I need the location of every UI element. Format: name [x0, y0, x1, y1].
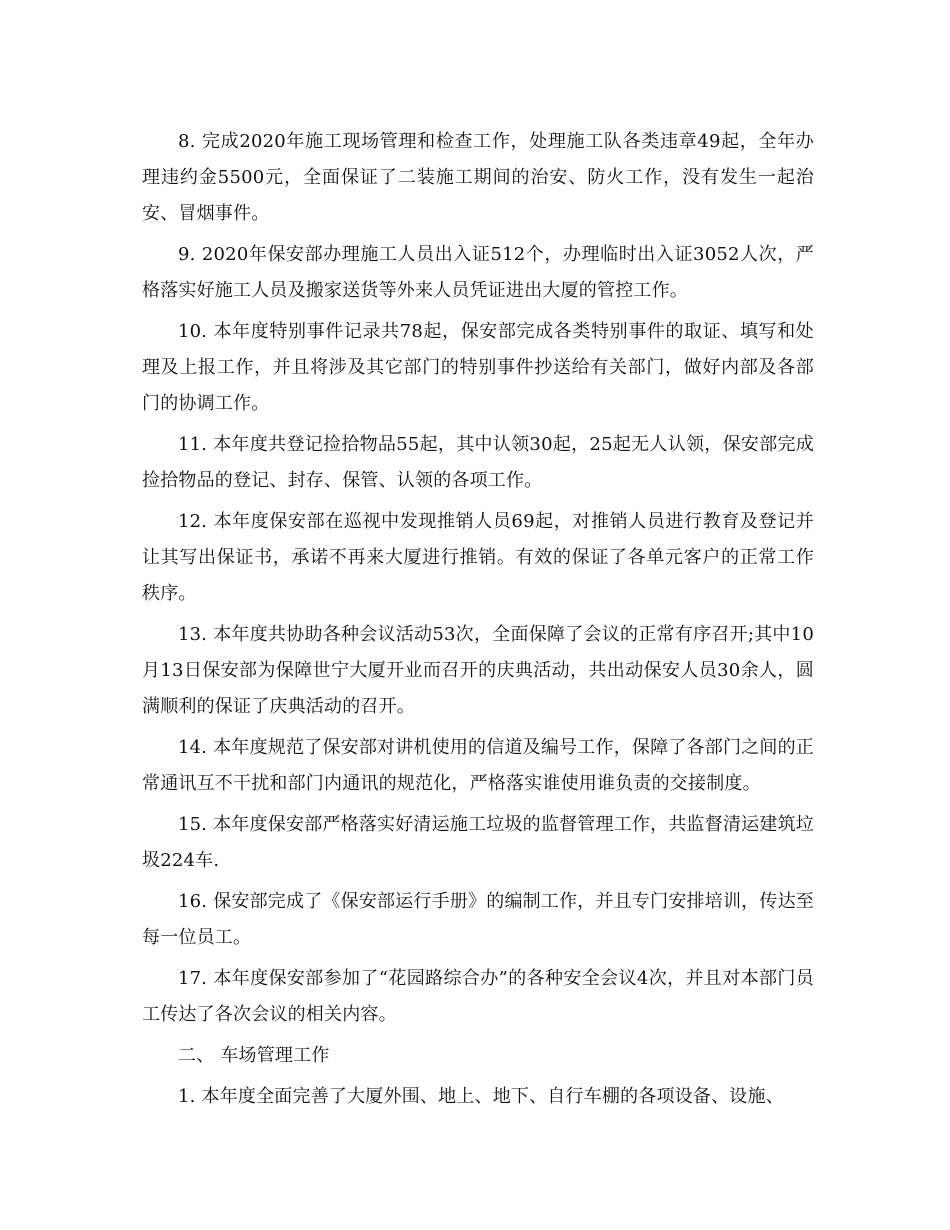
paragraph-item-9: 9. 2020年保安部办理施工人员出入证512个，办理临时出入证3052人次，严格落实好施工人员及搬家送货等外来人员凭证进出大厦的管控工作。: [142, 244, 814, 301]
paragraph-item-13: 13. 本年度共协助各种会议活动53次，全面保障了会议的正常有序召开;其中10月13日保安部为保障世宁大厦开业而召开的庆典活动，共出动保安人员30余人，圆满顺利的保证了庆典活动的召开。: [142, 624, 814, 717]
paragraph-item-17: 17. 本年度保安部参加了“花园路综合办”的各种安全会议4次，并且对本部门员工传达了各次会议的相关内容。: [142, 968, 814, 1025]
document-body: [142, 124, 814, 1120]
paragraph-item-14: 14. 本年度规范了保安部对讲机使用的信道及编号工作，保障了各部门之间的正常通讯互不干扰和部门内通讯的规范化，严格落实谁使用谁负责的交接制度。: [142, 737, 814, 794]
paragraph-item-15: 15. 本年度保安部严格落实好清运施工垃圾的监督管理工作，共监督清运建筑垃圾224车.: [142, 814, 814, 871]
section-heading-parking: 二、 车场管理工作: [178, 1045, 330, 1066]
paragraph-item-16: 16. 保安部完成了《保安部运行手册》的编制工作，并且专门安排培训，传达至每一位员工。: [142, 891, 814, 948]
paragraph-item-11: 11. 本年度共登记捡拾物品55起，其中认领30起，25起无人认领，保安部完成捡拾物品的登记、封存、保管、认领的各项工作。: [142, 434, 814, 491]
paragraph-item-parking-1: 1. 本年度全面完善了大厦外围、地上、地下、自行车棚的各项设备、设施、: [178, 1086, 784, 1107]
paragraph-item-10: 10. 本年度特别事件记录共78起，保安部完成各类特别事件的取证、填写和处理及上报工作，并且将涉及其它部门的特别事件抄送给有关部门，做好内部及各部门的协调工作。: [142, 321, 814, 414]
paragraph-item-8: 8. 完成2020年施工现场管理和检查工作，处理施工队各类违章49起，全年办理违约金5500元，全面保证了二装施工期间的治安、防火工作，没有发生一起治安、冒烟事件。: [142, 131, 814, 224]
paragraph-item-12: 12. 本年度保安部在巡视中发现推销人员69起，对推销人员进行教育及登记并让其写出保证书，承诺不再来大厦进行推销。有效的保证了各单元客户的正常工作秩序。: [142, 511, 814, 604]
